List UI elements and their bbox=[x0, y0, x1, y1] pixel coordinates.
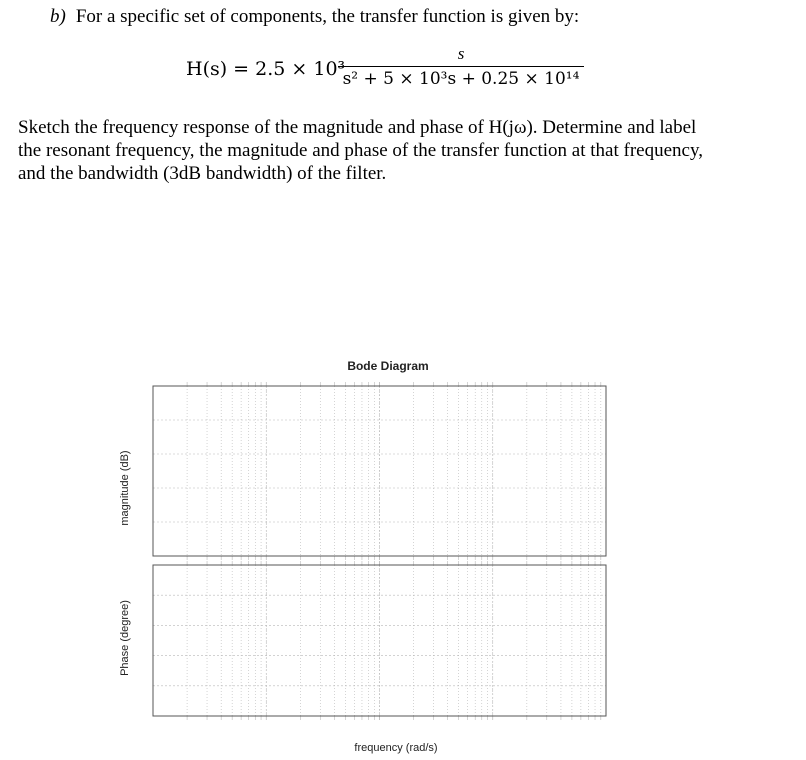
paragraph-line: and the bandwidth (3dB bandwidth) of the filter. bbox=[18, 163, 387, 184]
magnitude-grid bbox=[153, 382, 606, 560]
question-label: b) bbox=[50, 6, 66, 27]
paragraph-line: Sketch the frequency response of the magnitude and phase of H(jω). Determine and label bbox=[18, 117, 697, 138]
equation-denominator: s² + 5 × 10³s + 0.25 × 10¹⁴ bbox=[342, 69, 580, 89]
magnitude-axis-label: magnitude (dB) bbox=[119, 450, 131, 526]
bode-title: Bode Diagram bbox=[347, 359, 429, 373]
equation-lhs: H(s) = 2.5 × 10³ bbox=[186, 58, 346, 80]
equation-numerator: s bbox=[457, 44, 465, 63]
question-intro-text: For a specific set of components, the transfer function is given by: bbox=[75, 6, 580, 27]
frequency-axis-label: frequency (rad/s) bbox=[354, 742, 438, 754]
phase-grid bbox=[153, 561, 606, 720]
paragraph-line: the resonant frequency, the magnitude and phase of the transfer function at that frequency, bbox=[18, 140, 703, 161]
phase-axis-label: Phase (degree) bbox=[119, 600, 131, 676]
